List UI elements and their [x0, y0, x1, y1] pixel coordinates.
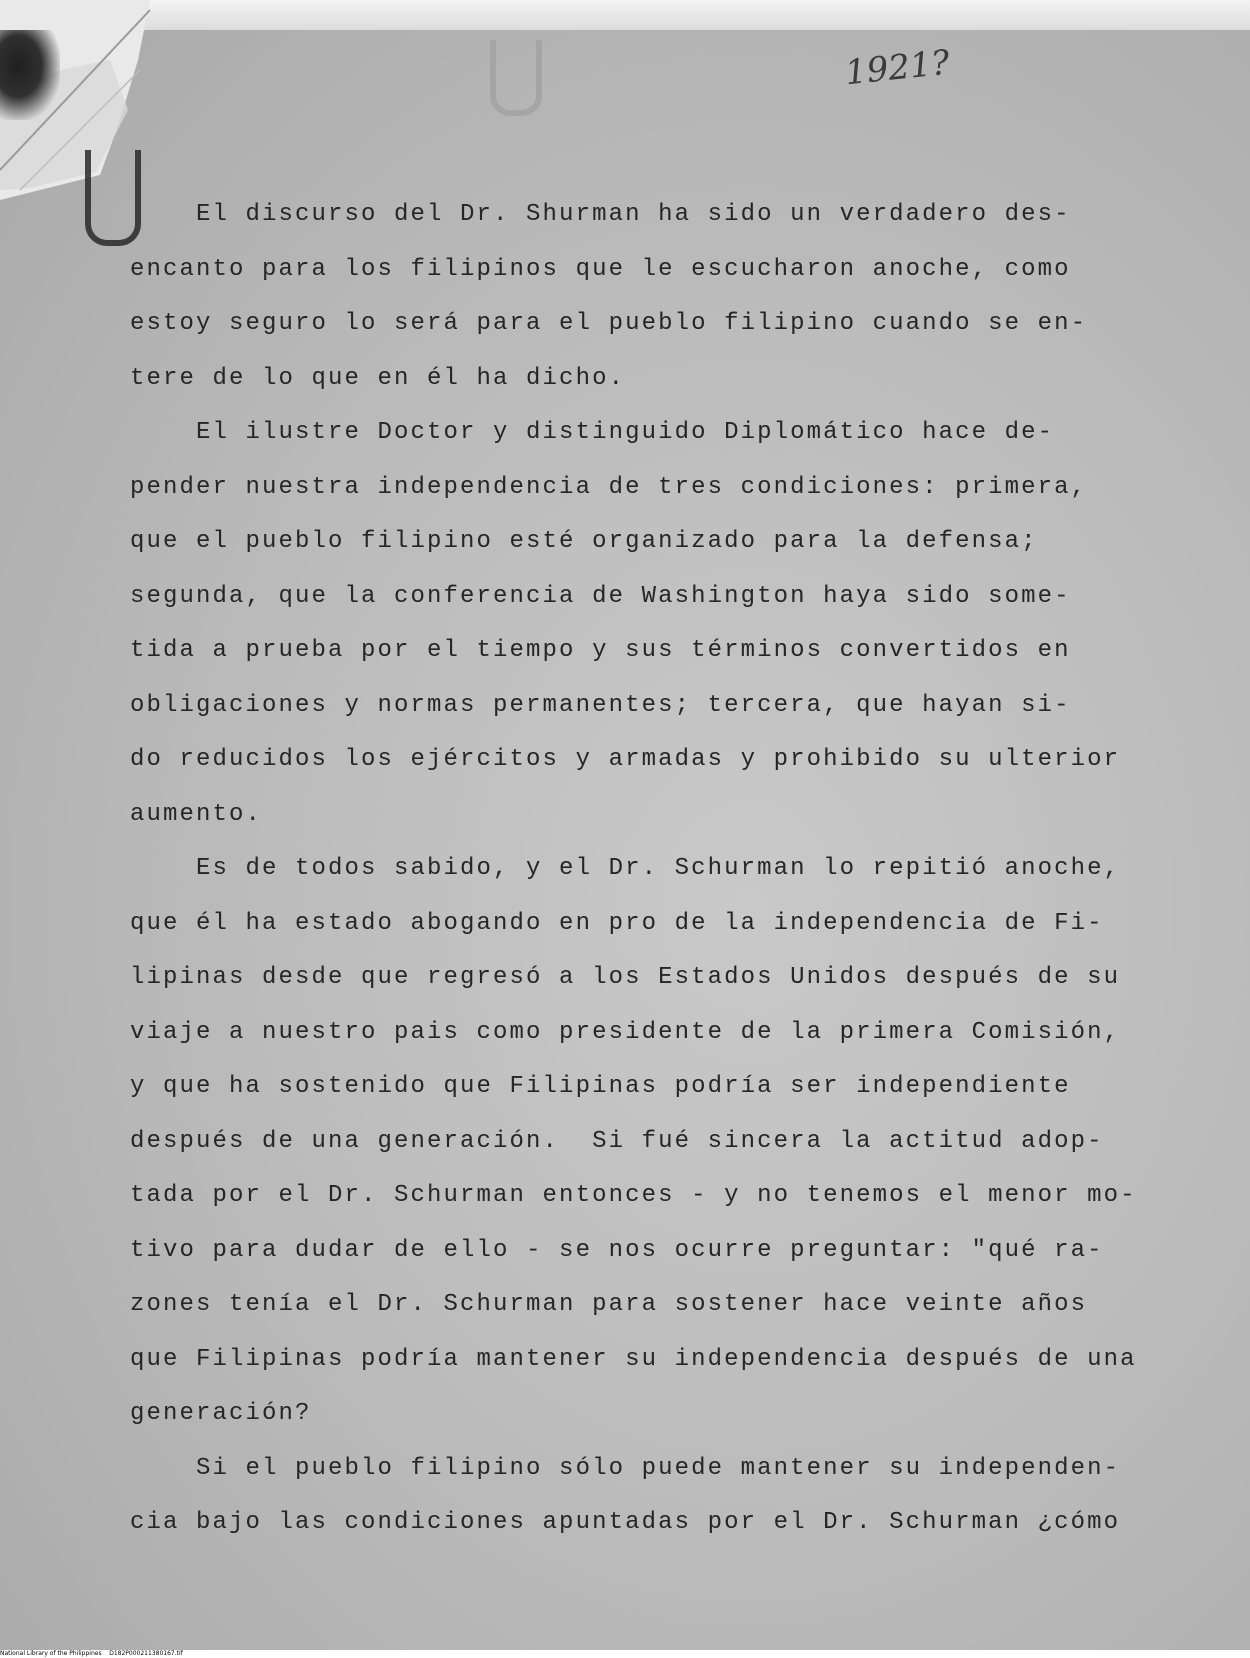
text-line: tivo para dudar de ello - se nos ocurre preguntar: "qué ra-: [130, 1236, 1104, 1264]
footer-file-name: D182P000211380167.tif: [109, 1650, 183, 1657]
scan-footer: [0, 1650, 1250, 1658]
typewritten-body: [130, 188, 1170, 1551]
text-line: Si el pueblo filipino sólo puede mantener su independen-: [130, 1454, 1121, 1482]
text-line: viaje a nuestro pais como presidente de la primera Comisión,: [130, 1018, 1121, 1046]
text-line: do reducidos los ejércitos y armadas y prohibido su ulterior: [130, 746, 1121, 773]
text-line: El discurso del Dr. Shurman ha sido un verdadero des-: [130, 201, 1071, 228]
text-line: que él ha estado abogando en pro de la independencia de Fi-: [130, 909, 1104, 937]
text-line: tere de lo que en él ha dicho.: [130, 364, 626, 392]
text-line: que Filipinas podría mantener su independencia después de una: [130, 1345, 1137, 1373]
text-line: lipinas desde que regresó a los Estados Unidos después de su: [130, 964, 1121, 991]
paragraph-1: [130, 188, 1170, 406]
text-line: y que ha sostenido que Filipinas podría ser independiente: [130, 1073, 1071, 1100]
ink-stain: [0, 30, 60, 120]
text-line: El ilustre Doctor y distinguido Diplomático hace de-: [130, 419, 1055, 446]
page-top-edge: [0, 0, 1250, 30]
paragraph-4: [130, 1442, 1170, 1551]
text-line: zones tenía el Dr. Schurman para sostener hace veinte años: [130, 1291, 1088, 1318]
text-line: cia bajo las condiciones apuntadas por el Dr. Schurman ¿cómo: [130, 1509, 1121, 1536]
clip-ghost-mark: [490, 40, 542, 116]
text-line: Es de todos sabido, y el Dr. Schurman lo repitió anoche,: [130, 855, 1121, 882]
text-line: encanto para los filipinos que le escucharon anoche, como: [130, 255, 1071, 283]
text-line: generación?: [130, 1400, 312, 1427]
text-line: estoy seguro lo será para el pueblo filipino cuando se en-: [130, 310, 1088, 337]
text-line: aumento.: [130, 800, 263, 828]
paragraph-3: [130, 842, 1170, 1442]
paragraph-2: [130, 406, 1170, 842]
text-line: tida a prueba por el tiempo y sus términos convertidos en: [130, 637, 1071, 664]
text-line: tada por el Dr. Schurman entonces - y no tenemos el menor mo-: [130, 1182, 1137, 1209]
text-line: después de una generación. Si fué sincera la actitud adop-: [130, 1127, 1104, 1155]
text-line: obligaciones y normas permanentes; tercera, que hayan si-: [130, 691, 1071, 719]
text-line: que el pueblo filipino esté organizado para la defensa;: [130, 528, 1038, 555]
text-line: segunda, que la conferencia de Washington haya sido some-: [130, 582, 1071, 610]
footer-library-name: National Library of the Philippines: [0, 1650, 102, 1657]
handwritten-date-note: 1921?: [843, 42, 952, 94]
text-line: pender nuestra independencia de tres condiciones: primera,: [130, 473, 1088, 501]
